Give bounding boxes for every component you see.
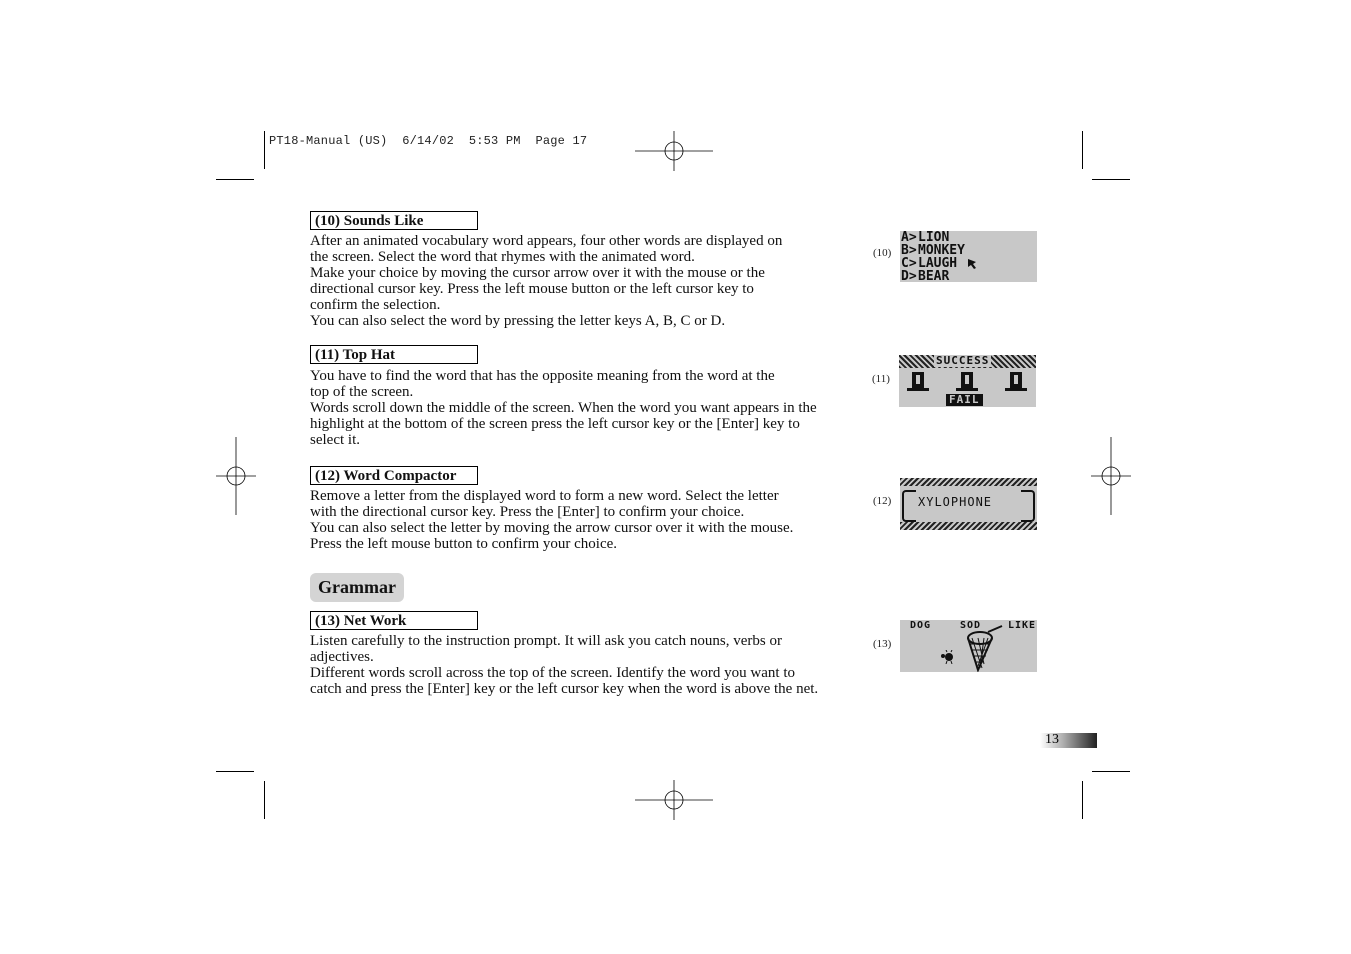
figure-label: (13) <box>873 638 892 650</box>
lcd-screen-sounds-like <box>900 231 1037 282</box>
section-title: (11) Top Hat <box>310 345 478 364</box>
lcd-word: DOG <box>910 620 932 631</box>
lcd-screen-top-hat <box>899 355 1036 407</box>
net-icon <box>952 624 1004 672</box>
body-line: adjectives. <box>310 649 374 665</box>
body-line: You can also select the word by pressing the letter keys A, B, C or D. <box>310 313 726 329</box>
lcd-word: SOD <box>960 620 982 631</box>
registration-mark-icon <box>635 131 713 171</box>
registration-mark-icon <box>635 780 713 820</box>
lcd-pattern-bar <box>900 478 1037 486</box>
crop-mark <box>1082 131 1083 169</box>
lcd-word: LIKE <box>1008 620 1037 631</box>
lcd-screen-word-compactor <box>900 478 1037 530</box>
lcd-word: BEAR <box>918 269 950 282</box>
body-line: You can also select the letter by moving the arrow cursor over it with the mouse. <box>310 520 794 536</box>
print-slug: PT18-Manual (US) 6/14/02 5:53 PM Page 17 <box>269 134 588 148</box>
body-line: with the directional cursor key. Press the [Enter] to confirm your choice. <box>310 504 745 520</box>
body-line: catch and press the [Enter] key or the left cursor key when the word is above the net. <box>310 681 819 697</box>
body-line: confirm the selection. <box>310 297 441 313</box>
arrow-cursor-icon <box>968 259 978 269</box>
figure-label: (10) <box>873 247 892 259</box>
page-number: 13 <box>1045 732 1059 747</box>
lcd-word: LAUGH <box>918 256 958 271</box>
top-hat-icon <box>956 370 978 392</box>
body-line: Press the left mouse button to confirm your choice. <box>310 536 618 552</box>
lcd-word: LION <box>918 231 950 245</box>
top-hat-icon <box>1005 370 1027 392</box>
lcd-marker: B> <box>901 243 917 258</box>
body-line: Different words scroll across the top of the screen. Identify the word you want to <box>310 665 796 681</box>
body-line: Words scroll down the middle of the screen. When the word you want appears in the <box>310 400 817 416</box>
section-body <box>310 368 870 448</box>
lcd-screen-net-work <box>900 620 1037 672</box>
page-number-tab <box>1040 733 1097 748</box>
section-title: (10) Sounds Like <box>310 211 478 230</box>
crop-mark <box>1092 179 1130 180</box>
grammar-heading: Grammar <box>310 573 404 602</box>
section-body <box>310 488 870 552</box>
lcd-word: MONKEY <box>918 243 965 258</box>
section-title: (12) Word Compactor <box>310 466 478 485</box>
crop-mark <box>216 179 254 180</box>
top-hat-icon <box>907 370 929 392</box>
crop-mark <box>216 771 254 772</box>
lcd-bottom-word: FAIL <box>946 394 983 406</box>
section-title: (13) Net Work <box>310 611 478 630</box>
body-line: the screen. Select the word that rhymes with the animated word. <box>310 249 695 265</box>
body-line: select it. <box>310 432 360 448</box>
body-line: directional cursor key. Press the left mouse button or the left cursor key to <box>310 281 754 297</box>
lcd-word: XYLOPHONE <box>918 495 993 509</box>
crop-mark <box>1092 771 1130 772</box>
lcd-marker: D> <box>901 269 917 282</box>
figure-label: (11) <box>872 373 890 385</box>
body-line: top of the screen. <box>310 384 414 400</box>
crop-mark <box>1082 781 1083 819</box>
registration-mark-icon <box>216 437 256 515</box>
body-line: highlight at the bottom of the screen press the left cursor key or the [Enter] key to <box>310 416 800 432</box>
section-body <box>310 633 870 697</box>
body-line: Remove a letter from the displayed word to form a new word. Select the letter <box>310 488 779 504</box>
compactor-left-jaw <box>902 490 916 522</box>
lcd-pattern-bar <box>900 522 1037 530</box>
body-line: Make your choice by moving the cursor arrow over it with the mouse or the <box>310 265 765 281</box>
figure-label: (12) <box>873 495 892 507</box>
bug-icon <box>940 650 956 664</box>
section-body <box>310 233 870 329</box>
body-line: After an animated vocabulary word appears, four other words are displayed on <box>310 233 783 249</box>
compactor-right-jaw <box>1021 490 1035 522</box>
lcd-top-word: SUCCESS <box>936 355 990 367</box>
lcd-marker: C> <box>901 256 917 271</box>
registration-mark-icon <box>1091 437 1131 515</box>
body-line: You have to find the word that has the opposite meaning from the word at the <box>310 368 775 384</box>
crop-mark <box>264 781 265 819</box>
body-line: Listen carefully to the instruction prompt. It will ask you catch nouns, verbs or <box>310 633 782 649</box>
lcd-marker: A> <box>901 231 917 245</box>
crop-mark <box>264 131 265 169</box>
